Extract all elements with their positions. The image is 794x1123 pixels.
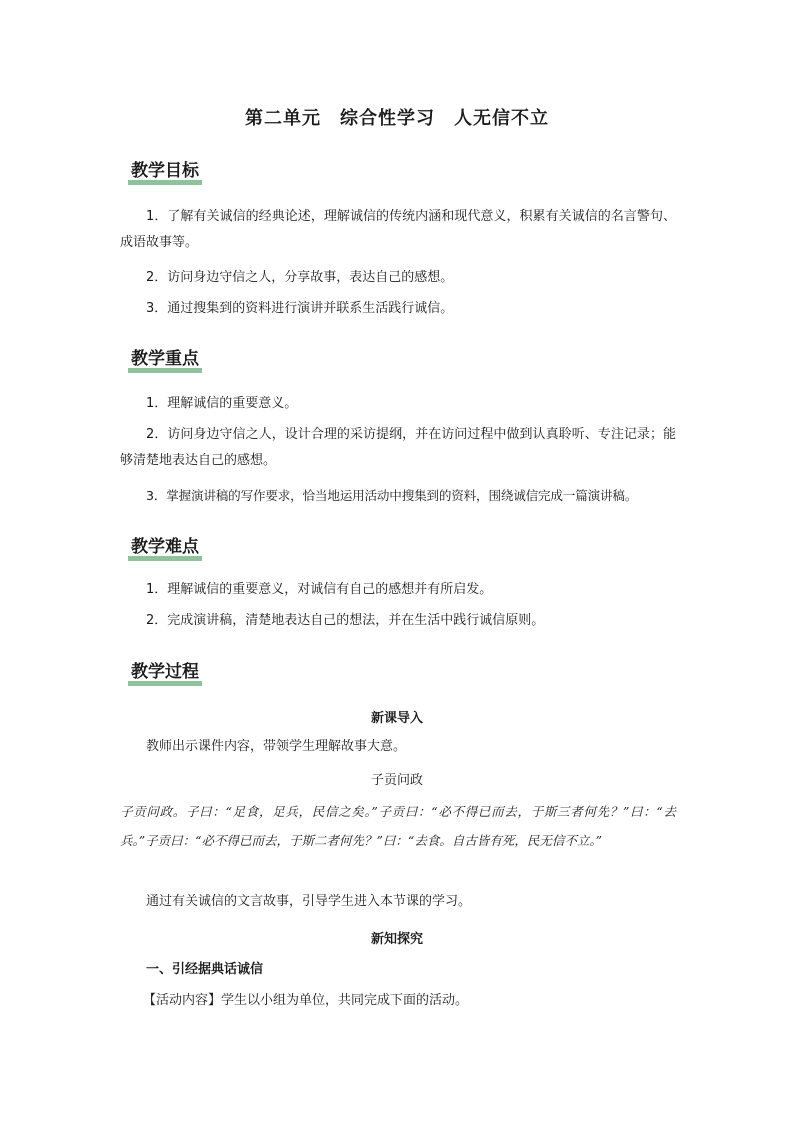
subsection-title-explore: 新知探究: [370, 932, 423, 947]
section-heading-process: [128, 661, 202, 687]
key-point-item-2: 2．访问身边守信之人，设计合理的采访提纲，并在访问过程中做到认真聆听、专注记录；能够清楚地表达自己的感想。: [120, 427, 676, 468]
section-heading-goals: [128, 160, 202, 186]
section-heading-label: 教学重点: [131, 349, 199, 369]
key-point-item-1: 1．理解诚信的重要意义。: [146, 396, 298, 411]
intro-paragraph: 教师出示课件内容，带领学生理解故事大意。: [146, 739, 407, 754]
goal-item-3: 3．通过搜集到的资料进行演讲并联系生活践行诚信。: [146, 301, 454, 316]
activity-content: 【活动内容】学生以小组为单位，共同完成下面的活动。: [143, 993, 469, 1008]
section-heading-key-points: [128, 348, 202, 374]
difficulty-item-1: 1．理解诚信的重要意义，对诚信有自己的感想并有所启发。: [146, 582, 493, 597]
subsection-title-intro: 新课导入: [370, 711, 423, 726]
section-heading-label: 教学过程: [131, 662, 199, 682]
section-heading-label: 教学难点: [131, 537, 199, 557]
story-text: 子贡问政。子曰：“足食，足兵，民信之矣。”子贡曰：“必不得已而去，于斯三者何先？”曰：“去兵。”子贡曰：“必不得已而去，于斯二者何先？”曰：“去食。自古皆有死，民无信不立。”: [120, 804, 676, 848]
goal-item-2: 2．访问身边守信之人，分享故事，表达自己的感想。: [146, 270, 454, 285]
transition-paragraph: 通过有关诚信的文言故事，引导学生进入本节课的学习。: [146, 894, 472, 909]
story-title: 子贡问政: [370, 773, 423, 788]
goal-item-1: 1．了解有关诚信的经典论述，理解诚信的传统内涵和现代意义，积累有关诚信的名言警句、成语故事等。: [120, 209, 676, 250]
section-heading-label: 教学目标: [131, 161, 199, 181]
difficulty-item-2: 2．完成演讲稿，清楚地表达自己的想法，并在生活中践行诚信原则。: [146, 613, 545, 628]
part-one-heading: 一、引经据典话诚信: [146, 962, 264, 977]
key-point-item-3: 3．掌握演讲稿的写作要求，恰当地运用活动中搜集到的资料，围绕诚信完成一篇演讲稿。: [146, 488, 638, 503]
section-heading-difficulties: [128, 536, 202, 562]
page-title: 第二单元 综合性学习 人无信不立: [245, 108, 549, 129]
